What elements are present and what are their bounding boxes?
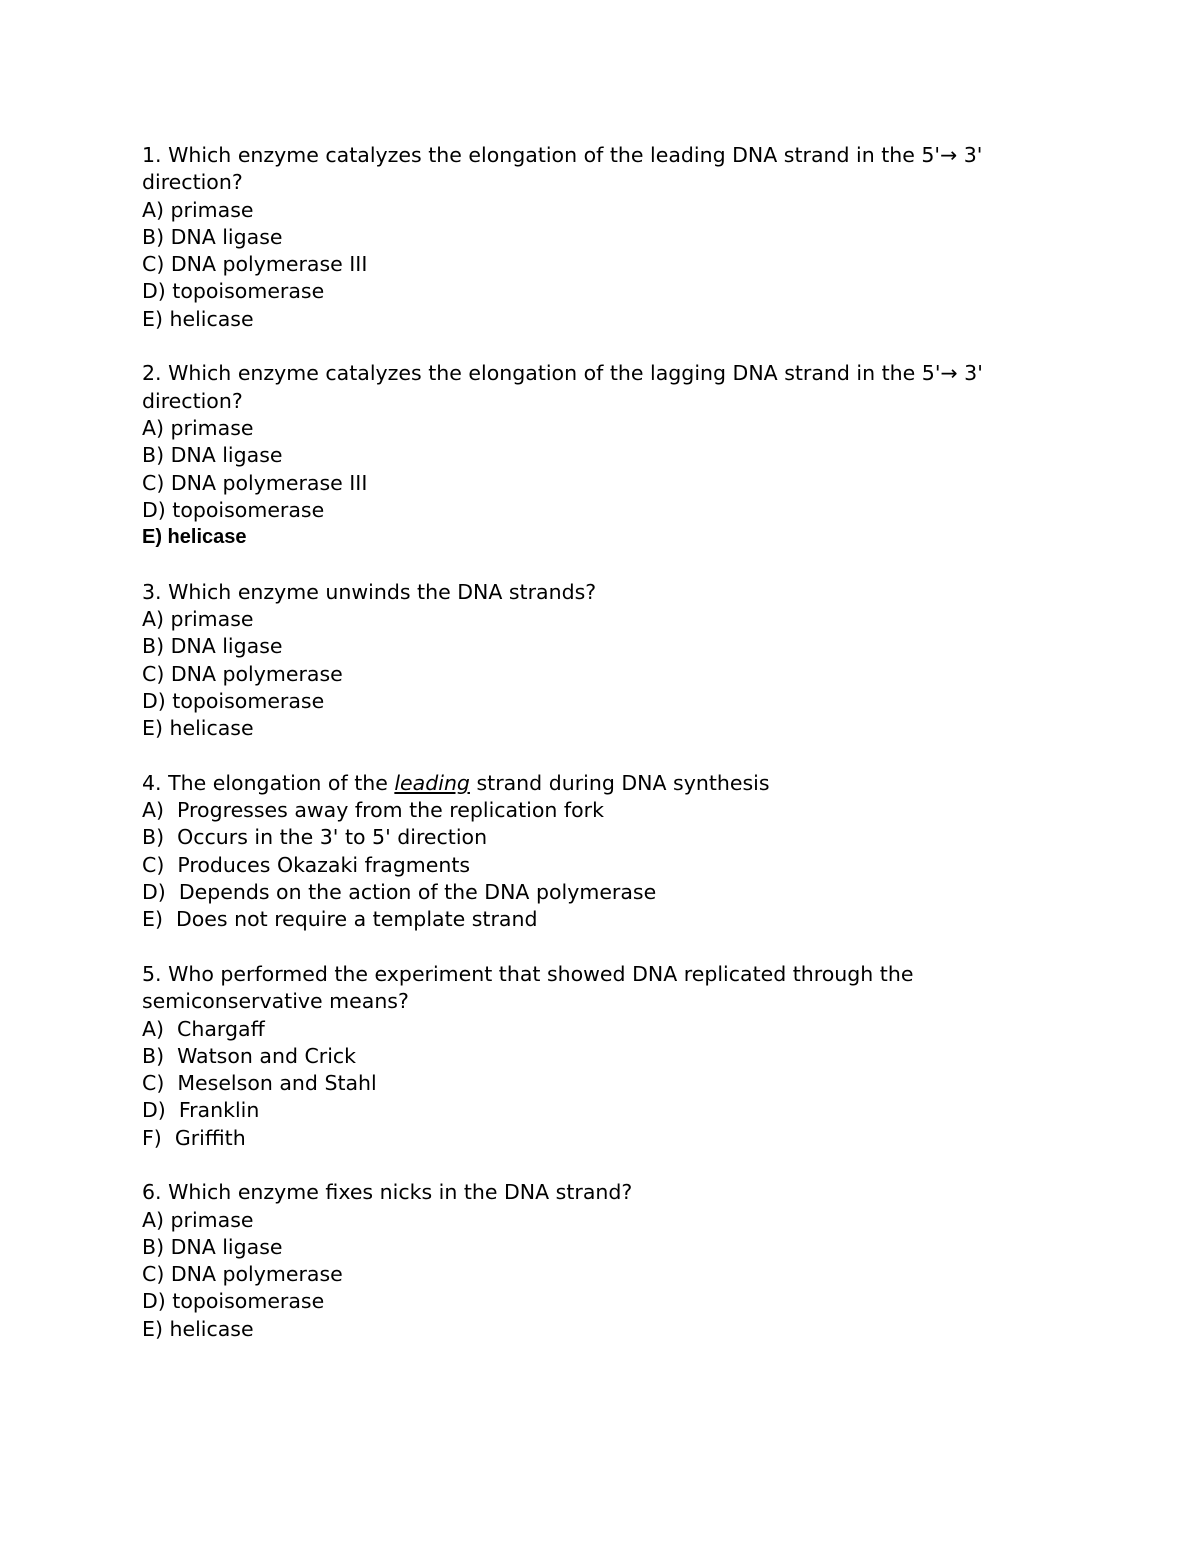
answer-option: A) primase — [142, 415, 254, 440]
question-stem: 6. Which enzyme fixes nicks in the DNA strand? — [142, 1180, 633, 1205]
question-5 — [142, 961, 1042, 1152]
stem-text: 4. The elongation of the — [142, 770, 395, 795]
answer-option: D) topoisomerase — [142, 688, 325, 713]
question-3 — [142, 579, 1042, 743]
quiz-content — [142, 142, 1042, 1370]
answer-option-bold: E) helicase — [142, 526, 247, 549]
answer-option: D) topoisomerase — [142, 497, 325, 522]
answer-option: B) Watson and Crick — [142, 1043, 357, 1068]
answer-option: D) topoisomerase — [142, 279, 325, 304]
question-4 — [142, 770, 1042, 934]
answer-option: C) Produces Okazaki fragments — [142, 852, 471, 877]
answer-option: A) primase — [142, 197, 254, 222]
answer-option: D) topoisomerase — [142, 1289, 325, 1314]
stem-emphasis: leading — [394, 770, 470, 795]
answer-option: C) Meselson and Stahl — [142, 1071, 377, 1096]
answer-option: F) Griffith — [142, 1125, 246, 1150]
answer-option: A) primase — [142, 607, 254, 632]
answer-option: C) DNA polymerase — [142, 661, 343, 686]
answer-option: C) DNA polymerase III — [142, 470, 368, 495]
answer-option: E) Does not require a template strand — [142, 907, 538, 932]
question-stem — [142, 770, 1002, 797]
question-1 — [142, 142, 1042, 333]
answer-option: E) helicase — [142, 716, 254, 741]
question-stem: 2. Which enzyme catalyzes the elongation of the lagging DNA strand in the 5'→ 3' direction? — [142, 361, 983, 413]
answer-option: D) Franklin — [142, 1098, 260, 1123]
answer-option: E) helicase — [142, 1316, 254, 1341]
question-stem: 1. Which enzyme catalyzes the elongation of the leading DNA strand in the 5'→ 3' direction? — [142, 143, 983, 195]
answer-option: C) DNA polymerase — [142, 1262, 343, 1287]
stem-text: strand during DNA synthesis — [469, 770, 770, 795]
answer-option: A) Chargaff — [142, 1016, 265, 1041]
answer-option: B) DNA ligase — [142, 1234, 283, 1259]
answer-option: B) Occurs in the 3' to 5' direction — [142, 825, 488, 850]
question-6 — [142, 1179, 1042, 1343]
answer-option: A) Progresses away from the replication fork — [142, 798, 604, 823]
answer-option: B) DNA ligase — [142, 443, 283, 468]
question-stem: 3. Which enzyme unwinds the DNA strands? — [142, 579, 597, 604]
answer-option: A) primase — [142, 1207, 254, 1232]
answer-option: B) DNA ligase — [142, 224, 283, 249]
answer-option: E) helicase — [142, 306, 254, 331]
question-2 — [142, 360, 1042, 551]
answer-option: B) DNA ligase — [142, 634, 283, 659]
answer-option: C) DNA polymerase III — [142, 252, 368, 277]
answer-option: D) Depends on the action of the DNA polymerase — [142, 880, 657, 905]
question-stem: 5. Who performed the experiment that showed DNA replicated through the semiconservative means? — [142, 961, 914, 1014]
